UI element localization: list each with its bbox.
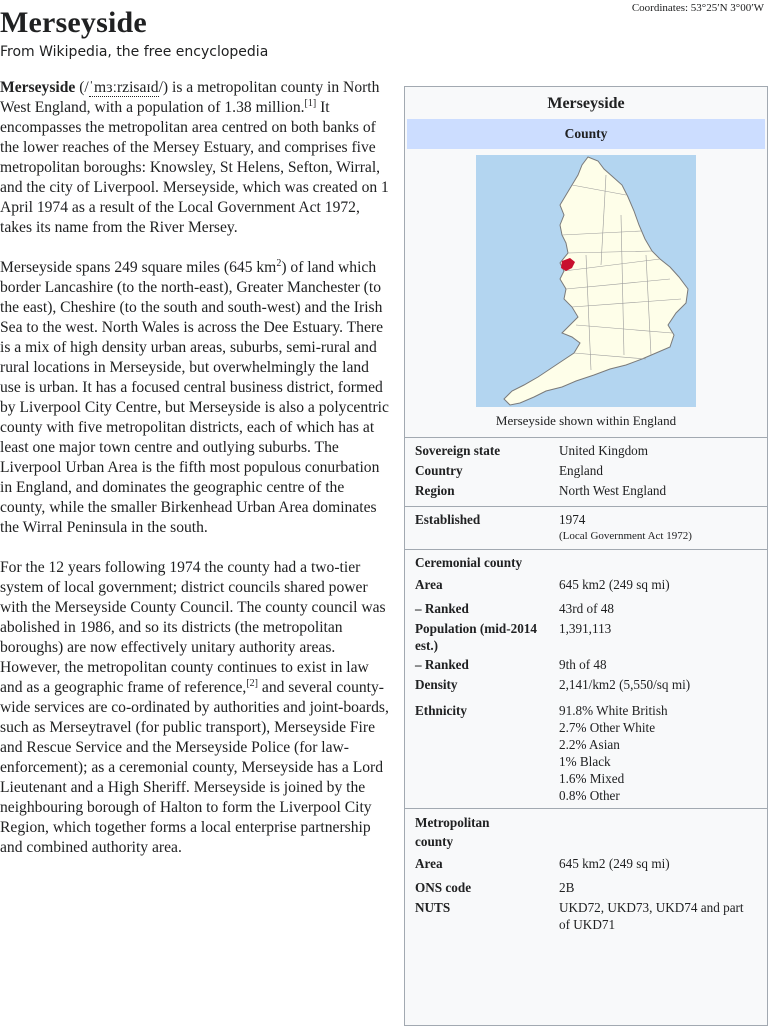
label-ranked: – Ranked: [415, 657, 469, 672]
ethnicity-item: 91.8% White British: [559, 703, 668, 718]
km-squared: 2: [276, 257, 282, 269]
value-ons-code: 2B: [559, 880, 575, 895]
label-sovereign-state: Sovereign state: [415, 443, 501, 458]
row-established: [405, 511, 767, 545]
value-population: 1,391,113: [559, 621, 612, 636]
gov-text-b: and several county-wide services are co-ordinated by authorities and joint-boards, such as Merseytravel (for public transport), Merseyside Fire and Rescue Service and the Merseyside Police (for law-enforcement); as a ceremonial county, Merseyside has a Lord Lieutenant and a High Sheriff. Merseyside is joined by the neighbouring borough of Halton to form the Liverpool City Region, which together forms a local enterprise partnership and combined authority area.: [0, 679, 389, 856]
label-metro-area: Area: [415, 856, 443, 871]
row-area: [405, 576, 767, 596]
value-established: [559, 511, 767, 545]
divider: [405, 808, 767, 809]
ipa-open: (/: [75, 79, 89, 96]
ref-2[interactable]: [2]: [246, 677, 258, 689]
value-region[interactable]: North West England: [559, 483, 667, 498]
row-ethnicity: [405, 702, 767, 804]
divider: [405, 506, 767, 507]
geo-text-b: ) of land which border Lancashire (to the north-east), Greater Manchester (to the east), Cheshire (to the south and south-west) and the Irish Sea to the west. North Wales is across the Dee Estuary. There is a mix of high density urban areas, suburbs, semi-rural and rural locations in Merseyside, but overwhelmingly the land use is urban. It has a focused central business district, formed by Liverpool City Centre, but Merseyside is also a polycentric county with five metropolitan districts, each of which has at least one major town centre and outlying suburbs. The Liverpool Urban Area is the fifth most populous conurbation in England, and dominates the geographic centre of the county, while the smaller Birkenhead Urban Area dominates the Wirral Peninsula in the south.: [0, 259, 389, 536]
ethnicity-item: 1.6% Mixed: [559, 771, 625, 786]
divider: [405, 549, 767, 550]
gov-text-a: For the 12 years following 1974 the county had a two-tier system of local government; district councils shared power with the Merseyside County Council. The county council was abolished in 1986, and so its districts (the metropolitan boroughs) are now effectively unitary authority areas. However, the metropolitan county continues to exist in law and as a geographic frame of reference,: [0, 559, 386, 696]
label-ethnicity: Ethnicity: [415, 703, 468, 718]
row-metro-area: [405, 855, 767, 875]
governance-paragraph: [0, 558, 392, 858]
intro-paragraph: [0, 78, 392, 238]
value-density: 2,141/km2 (5,550/sq mi): [559, 677, 691, 692]
map-caption: Merseyside shown within England: [495, 413, 677, 428]
infobox-title: Merseyside: [547, 95, 625, 112]
row-population: [405, 620, 767, 656]
label-established: Established: [415, 512, 481, 527]
row-pop-rank: [405, 656, 767, 676]
value-country[interactable]: England: [559, 463, 603, 478]
row-region: [405, 482, 767, 502]
row-area-rank: [405, 600, 767, 620]
row-density: [405, 676, 767, 696]
row-country: [405, 462, 767, 482]
ethnicity-item: 0.8% Other: [559, 788, 620, 803]
ethnicity-item: 2.7% Other White: [559, 720, 656, 735]
label-region: Region: [415, 483, 455, 498]
value-pop-rank: 9th of 48: [559, 657, 607, 672]
ipa-pronunciation[interactable]: ˈmɜːrzisaɪd: [88, 79, 159, 96]
ethnicity-item: 2.2% Asian: [559, 737, 620, 752]
ceremonial-county-heading[interactable]: Ceremonial county: [415, 555, 523, 570]
intro-bold-term: Merseyside: [0, 79, 76, 96]
label-ons-code[interactable]: ONS code: [415, 880, 472, 895]
geo-text-a: Merseyside spans 249 square miles (645 km: [0, 259, 277, 276]
label-nuts[interactable]: NUTS: [415, 900, 451, 915]
infobox-type: County: [407, 119, 765, 149]
row-sovereign-state: [405, 442, 767, 462]
established-year: 1974: [559, 512, 586, 527]
label-country: Country: [415, 463, 463, 478]
value-nuts: UKD72, UKD73, UKD74 and part of UKD71: [559, 900, 744, 932]
ethnicity-item: 1% Black: [559, 754, 611, 769]
england-map[interactable]: [405, 155, 767, 411]
row-nuts: [405, 899, 767, 933]
coordinates[interactable]: Coordinates: 53°25′N 3°00′W: [631, 2, 764, 14]
geography-paragraph: [0, 258, 392, 538]
label-ranked: – Ranked: [415, 601, 469, 616]
row-ons-code: [405, 879, 767, 899]
value-area-rank: 43rd of 48: [559, 601, 614, 616]
intro-text: /) is a metropolitan county in North West England, with a population of 1.38 million.: [0, 79, 380, 116]
page-title: Merseyside: [0, 6, 147, 39]
value-metro-area: 645 km2 (249 sq mi): [559, 856, 670, 871]
page-subtitle: From Wikipedia, the free encyclopedia: [0, 44, 269, 60]
value-area: 645 km2 (249 sq mi): [559, 577, 670, 592]
ref-1[interactable]: [1]: [304, 97, 317, 109]
label-population: Population (mid-2014 est.): [415, 621, 537, 653]
infobox: [404, 86, 768, 1026]
intro-rest: It encompasses the metropolitan area centred on both banks of the lower reaches of the Mersey Estuary, and comprises five metropolitan boroughs: Knowsley, St Helens, Sefton, Wirral, and the city of Liverpool. Merseyside, which was created on 1 April 1974 as a result of the Local Government Act 1972, takes its name from the River Mersey.: [0, 99, 389, 236]
established-note[interactable]: (Local Government Act 1972): [559, 530, 692, 542]
metropolitan-county-heading[interactable]: Metropolitan county: [415, 815, 490, 849]
divider: [405, 437, 767, 438]
label-density: Density: [415, 677, 458, 692]
value-ethnicity: [559, 702, 767, 804]
value-sovereign-state[interactable]: United Kingdom: [559, 443, 649, 458]
label-area: Area: [415, 577, 443, 592]
article-body: [0, 78, 392, 878]
